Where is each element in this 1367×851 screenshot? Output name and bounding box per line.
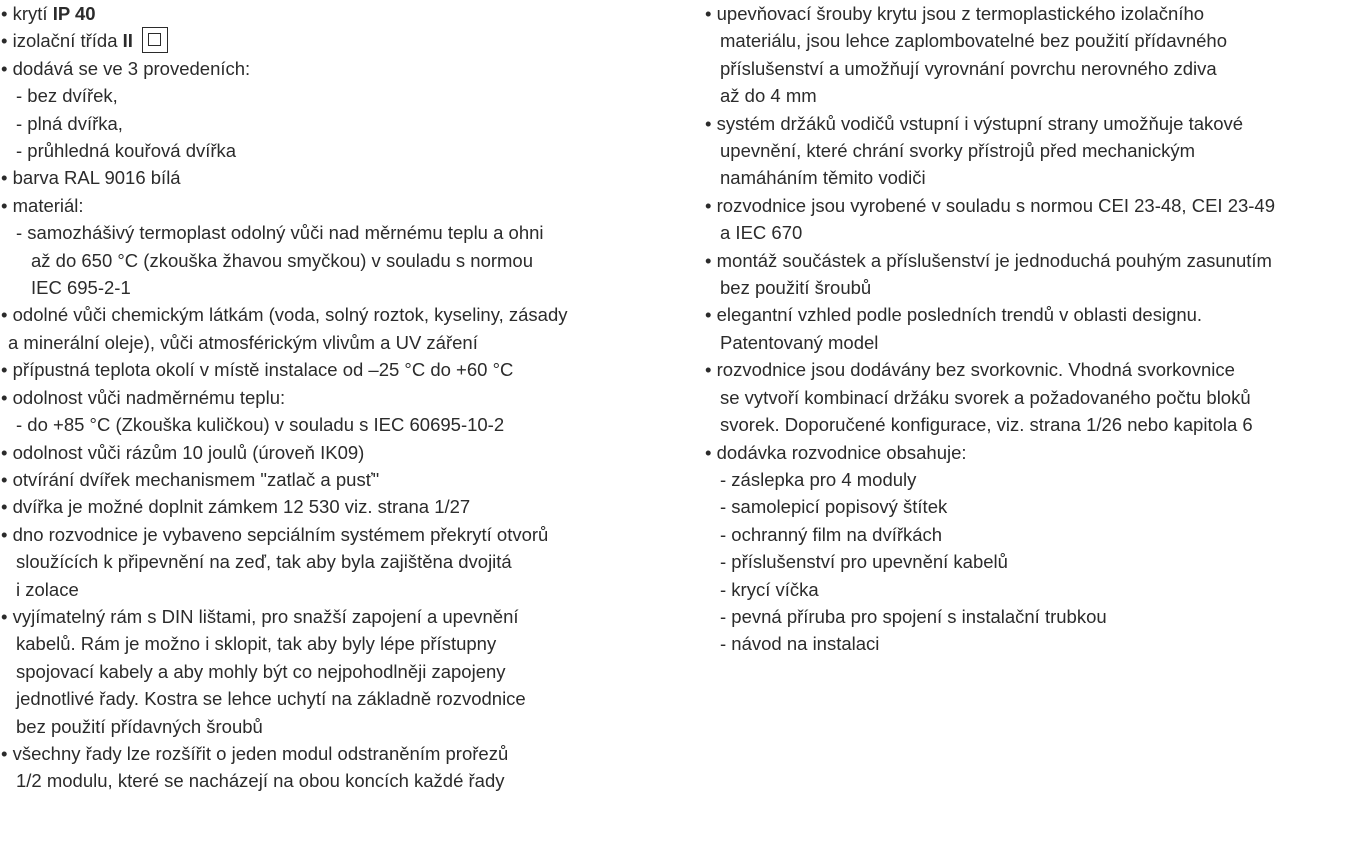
design-item: • elegantní vzhled podle posledních trendů v oblasti designu. Patentovaný model [705, 304, 1203, 353]
temperature-item: • přípustná teplota okolí v místě instalace od –25 °C do +60 °C [1, 359, 514, 381]
terminals-item: • rozvodnice jsou dodávány bez svorkovnic. Vhodná svorkovnice se vytvoří kombinací držáku svorek a požadovaného počtu bloků svorek. Doporučené konfigurace, viz. strana 1/26 nebo kapitola 6 [705, 359, 1253, 436]
heat-resistance-detail: - do +85 °C (Zkouška kuličkou) v souladu s IEC 60695-10-2 [16, 414, 505, 436]
lock-item: • dvířka je možné doplnit zámkem 12 530 viz. strana 1/27 [1, 496, 471, 518]
impact-resistance-item: • odolnost vůči rázům 10 joulů (úroveň IK09) [1, 441, 365, 463]
chemical-resistance-item: • odolné vůči chemickým látkám (voda, solný roztok, kyseliny, zásady a minerální oleje), vůči atmosférickým vlivům a UV záření [1, 304, 568, 353]
delivery-item: - krycí víčka [720, 578, 819, 600]
left-column [1, 0, 661, 795]
right-column [705, 0, 1365, 658]
delivery-item: - záslepka pro 4 moduly [720, 468, 917, 490]
material-intro: • materiál: [1, 194, 84, 216]
delivery-item: - samolepicí popisový štítek [720, 496, 948, 518]
bottom-cover-item: • dno rozvodnice je vybaveno sepciálním systémem překrytí otvorů sloužících k připevnění na zeď, tak aby byla zajištěna dvojitá i zolace [1, 523, 549, 600]
version-item: - bez dvířek, [16, 85, 118, 107]
delivery-item: - ochranný film na dvířkách [720, 523, 943, 545]
frame-item: • vyjímatelný rám s DIN lištami, pro snažší zapojení a upevnění kabelů. Rám je možno i sklopit, tak aby byly lépe přístupny spojovací kabely a aby mohly být co nejpohodlněji zapojeny jednotlivé řady. Kostra se lehce uchytí na základně rozvodnice bez použití přídavných šroubů [1, 605, 526, 737]
delivery-item: - příslušenství pro upevnění kabelů [720, 551, 1008, 573]
heat-resistance-intro: • odolnost vůči nadměrnému teplu: [1, 386, 286, 408]
insulation-class-item: • izolační třída II [1, 27, 661, 54]
screws-item: • upevňovací šrouby krytu jsou z termoplastického izolačního materiálu, jsou lehce zaplombovatelné bez použití přídavného příslušenství a umožňují vyrovnání povrchu nerovného zdiva až do 4 mm [705, 3, 1228, 107]
ip-rating-value: IP 40 [52, 3, 96, 24]
versions-intro: • dodává se ve 3 provedeních: [1, 57, 251, 79]
insulation-class-value: II [122, 30, 133, 52]
ip-rating-item: • krytí IP 40 [1, 3, 96, 24]
conductor-holders-item: • systém držáků vodičů vstupní i výstupní strany umožňuje takové upevnění, které chrání svorky přístrojů před mechanickým namáháním těmito vodiči [705, 112, 1244, 189]
material-detail: - samozhášivý termoplast odolný vůči nad měrnému teplu a ohni až do 650 °C (zkouška žhavou smyčkou) v souladu s normou IEC 695-2-1 [16, 222, 544, 299]
color-item: • barva RAL 9016 bílá [1, 167, 181, 189]
version-item: - plná dvířka, [16, 112, 123, 134]
version-item: - průhledná kouřová dvířka [16, 140, 237, 162]
door-opening-item: • otvírání dvířek mechanismem "zatlač a pusť" [1, 468, 380, 490]
double-insulation-icon [142, 27, 168, 53]
delivery-item: - návod na instalaci [720, 633, 880, 655]
delivery-item: - pevná příruba pro spojení s instalační trubkou [720, 605, 1107, 627]
rows-extension-item: • všechny řady lze rozšířit o jeden modul odstraněním prořezů 1/2 modulu, které se nacházejí na obou koncích každé řady [1, 742, 509, 792]
standards-item: • rozvodnice jsou vyrobené v souladu s normou CEI 23-48, CEI 23-49 a IEC 670 [705, 194, 1276, 244]
assembly-item: • montáž součástek a příslušenství je jednoduchá pouhým zasunutím bez použití šroubů [705, 249, 1272, 299]
delivery-intro: • dodávka rozvodnice obsahuje: [705, 441, 967, 463]
